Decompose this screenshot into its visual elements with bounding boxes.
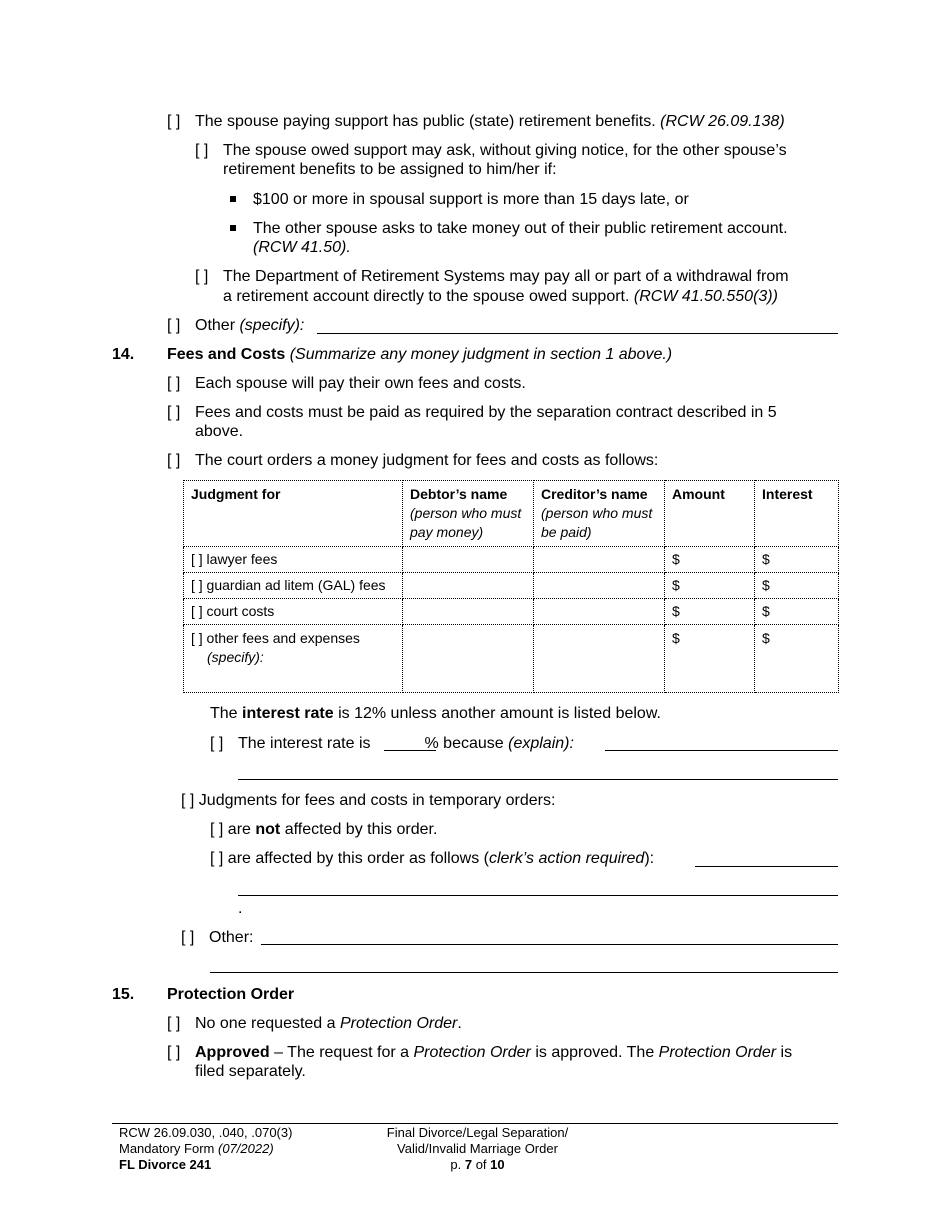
- header-debtor: Debtor’s name (person who must pay money): [403, 481, 534, 547]
- checkbox[interactable]: [ ]: [167, 452, 181, 469]
- fees-other-field[interactable]: [261, 944, 838, 945]
- bullet-withdraw-cite: (RCW 41.50).: [253, 239, 351, 256]
- table-row: [184, 599, 839, 625]
- fees-other-option: [ ] Other:: [181, 929, 254, 946]
- temp-orders-option: [ ] Judgments for fees and costs in temporary orders:: [181, 792, 556, 809]
- section-14-heading: Fees and Costs (Summarize any money judgment in section 1 above.): [167, 346, 673, 363]
- temp-affected-field[interactable]: [695, 866, 838, 867]
- table-row: [184, 573, 839, 599]
- section-14-number: 14.: [112, 346, 135, 363]
- checkbox[interactable]: [ ]: [167, 317, 181, 334]
- interest-cell[interactable]: $: [755, 599, 839, 625]
- checkbox[interactable]: [ ]: [181, 792, 195, 809]
- assign-benefits-option: [ ] The spouse owed support may ask, without giving notice, for the other spouse’s: [195, 142, 787, 159]
- checkbox[interactable]: [ ]: [167, 1015, 181, 1032]
- checkbox[interactable]: [ ]: [195, 142, 209, 159]
- row-label[interactable]: [ ] guardian ad litem (GAL) fees: [184, 573, 403, 599]
- debtor-cell[interactable]: [403, 547, 534, 573]
- header-amount: Amount: [665, 481, 755, 547]
- table-row: [184, 547, 839, 573]
- creditor-cell[interactable]: [534, 625, 665, 693]
- protection-none-option: [ ] No one requested a Protection Order.: [167, 1015, 462, 1032]
- checkbox[interactable]: [ ]: [195, 268, 209, 285]
- interest-cell[interactable]: $: [755, 547, 839, 573]
- assign-benefits-line2: retirement benefits to be assigned to him/her if:: [223, 161, 557, 178]
- footer-page-number: p. 7 of 10: [450, 1157, 505, 1172]
- drs-option-line2: a retirement account directly to the spouse owed support. (RCW 41.50.550(3)): [223, 288, 778, 305]
- bullet-late-support: $100 or more in spousal support is more than 15 days late, or: [253, 191, 689, 208]
- footer-form-date: Mandatory Form (07/2022): [119, 1141, 274, 1156]
- footer-form-id: FL Divorce 241: [119, 1157, 212, 1172]
- temp-affected-option: [ ] are affected by this order as follows (clerk’s action required):: [210, 850, 655, 867]
- footer-divider: [112, 1123, 838, 1124]
- checkbox[interactable]: [ ]: [210, 735, 224, 752]
- drs-option: [ ] The Department of Retirement Systems may pay all or part of a withdrawal from: [195, 268, 789, 285]
- footer-statute: RCW 26.09.030, .040, .070(3): [119, 1125, 293, 1140]
- checkbox[interactable]: [ ]: [181, 929, 195, 946]
- fees-option-judgment: [ ] The court orders a money judgment for fees and costs as follows:: [167, 452, 659, 469]
- public-retirement-option: [ ] The spouse paying support has public (state) retirement benefits. (RCW 26.09.138): [167, 113, 785, 130]
- checkbox[interactable]: [ ]: [210, 850, 224, 867]
- creditor-cell[interactable]: [534, 573, 665, 599]
- amount-cell[interactable]: $: [665, 547, 755, 573]
- footer-title-2: Valid/Invalid Marriage Order: [397, 1141, 558, 1156]
- bullet-icon: [230, 225, 236, 231]
- amount-cell[interactable]: $: [665, 599, 755, 625]
- fees-judgment-table: [183, 480, 839, 693]
- section-15-heading: Protection Order: [167, 986, 295, 1003]
- creditor-cell[interactable]: [534, 547, 665, 573]
- header-creditor: Creditor’s name (person who must be paid): [534, 481, 665, 547]
- debtor-cell[interactable]: [403, 599, 534, 625]
- period-mark: .: [238, 900, 243, 917]
- table-header-row: [184, 481, 839, 547]
- bullet-icon: [230, 196, 236, 202]
- protection-approved-line2: filed separately.: [195, 1063, 306, 1080]
- footer-center: [370, 1125, 585, 1173]
- interest-rate-note: The interest rate is 12% unless another amount is listed below.: [210, 705, 661, 722]
- row-label[interactable]: [ ] other fees and expenses (specify):: [184, 625, 403, 693]
- checkbox[interactable]: [ ]: [167, 1044, 181, 1061]
- section-15-number: 15.: [112, 986, 135, 1003]
- row-label[interactable]: [ ] court costs: [184, 599, 403, 625]
- checkbox[interactable]: [ ]: [167, 404, 181, 421]
- temp-not-affected-option: [ ] are not affected by this order.: [210, 821, 438, 838]
- fees-option-contract: [ ] Fees and costs must be paid as required by the separation contract described in 5: [167, 404, 777, 421]
- retire-other-field[interactable]: [317, 333, 838, 334]
- interest-cell[interactable]: $: [755, 573, 839, 599]
- amount-cell[interactable]: $: [665, 573, 755, 599]
- bullet-withdraw: The other spouse asks to take money out of their public retirement account.: [253, 220, 788, 237]
- debtor-cell[interactable]: [403, 573, 534, 599]
- fees-option-contract-line2: above.: [195, 423, 244, 440]
- row-label[interactable]: [ ] lawyer fees: [184, 547, 403, 573]
- checkbox[interactable]: [ ]: [210, 821, 224, 838]
- fees-other-field-2[interactable]: [210, 972, 838, 973]
- interest-rate-option: [ ] The interest rate is % because (explain):: [210, 735, 574, 752]
- protection-approved-option: [ ] Approved – The request for a Protection Order is approved. The Protection Order is: [167, 1044, 793, 1061]
- header-interest: Interest: [755, 481, 839, 547]
- interest-rate-field[interactable]: [384, 750, 436, 751]
- footer-title-1: Final Divorce/Legal Separation/: [386, 1125, 569, 1140]
- interest-cell[interactable]: $: [755, 625, 839, 693]
- retire-other-option: [ ] Other (specify):: [167, 317, 305, 334]
- header-judgment-for: Judgment for: [184, 481, 403, 547]
- amount-cell[interactable]: $: [665, 625, 755, 693]
- creditor-cell[interactable]: [534, 599, 665, 625]
- debtor-cell[interactable]: [403, 625, 534, 693]
- temp-affected-field-2[interactable]: [238, 895, 838, 896]
- table-row: [184, 625, 839, 693]
- interest-explain-field[interactable]: [605, 750, 838, 751]
- checkbox[interactable]: [ ]: [167, 375, 181, 392]
- fees-option-own: [ ] Each spouse will pay their own fees and costs.: [167, 375, 526, 392]
- footer-left: [119, 1125, 292, 1173]
- checkbox[interactable]: [ ]: [167, 113, 181, 130]
- interest-explain-field-2[interactable]: [238, 779, 838, 780]
